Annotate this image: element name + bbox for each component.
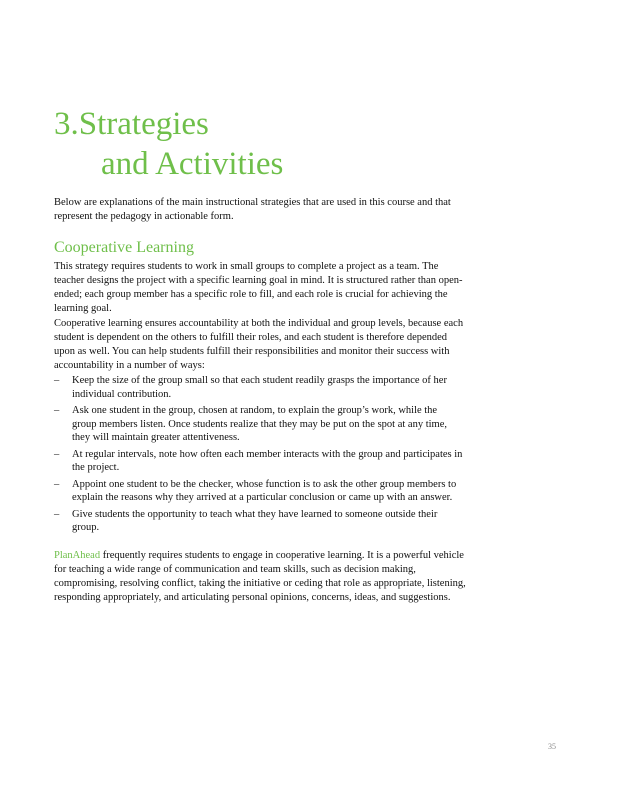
bullet-dash: –	[54, 478, 60, 490]
section-heading: Cooperative Learning	[54, 239, 194, 256]
strategy-bullet-list	[54, 374, 464, 538]
closing-text: frequently requires students to engage in cooperative learning. It is a powerful vehicle for teaching a wide range of communication and team skills, such as decision making, compromising, resolving conflict, taking the initiative or ceding that role as appropriate, listening, responding appropriately, and articulating personal opinions, concerns, ideas, and suggestions.	[54, 550, 466, 603]
list-item	[54, 508, 464, 535]
page-title-line-1: 3.Strategies	[54, 106, 209, 142]
closing-paragraph	[54, 549, 474, 605]
page-title	[54, 104, 283, 184]
page-title-line-2: and Activities	[101, 146, 284, 182]
intro-paragraph: Below are explanations of the main instructional strategies that are used in this course and that represent the pedagogy in actionable form.	[54, 197, 451, 222]
list-item-text: At regular intervals, note how often each member interacts with the group and participates in the project.	[72, 448, 463, 473]
bullet-dash: –	[54, 405, 60, 416]
bullet-dash: –	[54, 448, 60, 460]
list-item-text: Ask one student in the group, chosen at random, to explain the group’s work, while the group members listen. Once students realize that they may be put on the spot at any time, they will maintain greater attentiveness.	[72, 405, 447, 443]
list-item	[54, 478, 464, 505]
list-item-text: Appoint one student to be the checker, whose function is to ask the other group members to explain the reasons why they arrived at a particular conclusion or came up with an answer.	[72, 478, 457, 503]
body-paragraph-2: Cooperative learning ensures accountability at both the individual and group levels, because each student is dependent on the others to fulfill their roles, and each student is therefore depended upon as well. You can help students fulfill their responsibilities and monitor their success with accountability in a number of ways:	[54, 318, 464, 371]
bullet-dash: –	[54, 375, 60, 386]
body-paragraph-1: This strategy requires students to work in small groups to complete a project as a team. The teacher designs the project with a specific learning goal in mind. It is structured rather than open-ended; each group member has a specific role to fill, and each role is crucial for achieving the learning goal.	[54, 261, 463, 314]
page-number: 35	[548, 742, 556, 751]
list-item-text: Keep the size of the group small so that each student readily grasps the importance of her individual contribution.	[72, 375, 447, 400]
list-item	[54, 448, 464, 475]
list-item	[54, 374, 464, 401]
bullet-dash: –	[54, 508, 60, 520]
list-item	[54, 404, 464, 445]
list-item-text: Give students the opportunity to teach what they have learned to someone outside their group.	[72, 508, 438, 533]
brand-name: PlanAhead	[54, 550, 101, 561]
